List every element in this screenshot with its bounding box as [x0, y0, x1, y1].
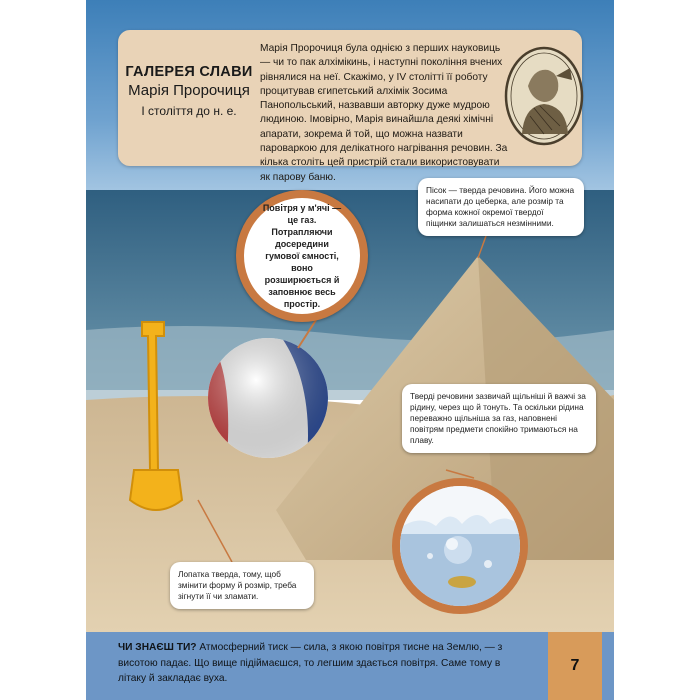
- maria-portrait-engraving: [504, 46, 584, 146]
- gallery-person-name: Марія Пророчиця: [128, 82, 250, 99]
- page-number: 7: [548, 632, 602, 700]
- sand-info-bubble: Пісок — тверда речовина. Його можна насипати до цеберка, але розмір та форма кожної окремої твердої піщинки залишаться незмінними.: [418, 178, 584, 236]
- gallery-body-text: Марія Пророчиця була однією з перших науковиць — чи то пак алхімікинь, і наступні покоління вчених рівнялися на неї. Скажімо, у IV столітті її роботу процитував єгипетський алхімік Зосима Панопольський, назвавши авторку дуже мудрою людиною. Імовірно, Марія винайшла деякі хімічні апарати, зокрема й той, що можна назвати пароваркою для делікатного нагрівання речовин. За кілька століть цей пристрій стали використовувати як парову баню.: [260, 43, 508, 183]
- water-splash-image: [400, 486, 520, 606]
- did-you-know-text: [118, 640, 528, 687]
- gallery-era: I століття до н. е.: [141, 104, 237, 118]
- water-splash-circle: [392, 478, 528, 614]
- did-you-know-label: ЧИ ЗНАЄШ ТИ?: [118, 642, 197, 653]
- gallery-heading: ГАЛЕРЕЯ СЛАВИ: [125, 64, 253, 80]
- book-page: [86, 0, 614, 700]
- air-info-bubble: [236, 190, 368, 322]
- gallery-of-fame-box: [118, 30, 582, 183]
- gallery-title-block: [122, 64, 256, 118]
- did-you-know-body: Атмосферний тиск — сила, з якою повітря тисне на Землю, — з висотою падає. Що вище підіймаєшся, то легшим здається повітря. Саме тому в літаку й закладає вуха.: [118, 642, 503, 684]
- shovel-info-bubble: Лопатка тверда, тому, щоб змінити форму й розмір, треба зігнути її чи зламати.: [170, 562, 314, 609]
- solids-info-bubble: Тверді речовини зазвичай щільніші й важчі за рідину, через що й тонуть. Та оскільки рідина переважно щільніша за газ, наповнені повітрям предмети спокійно тримаються на плаву.: [402, 384, 596, 453]
- air-info-text: Повітря у м'ячі — це газ. Потрапляючи досередини гумової ємності, воно розширюється й заповнює весь простір.: [262, 203, 342, 309]
